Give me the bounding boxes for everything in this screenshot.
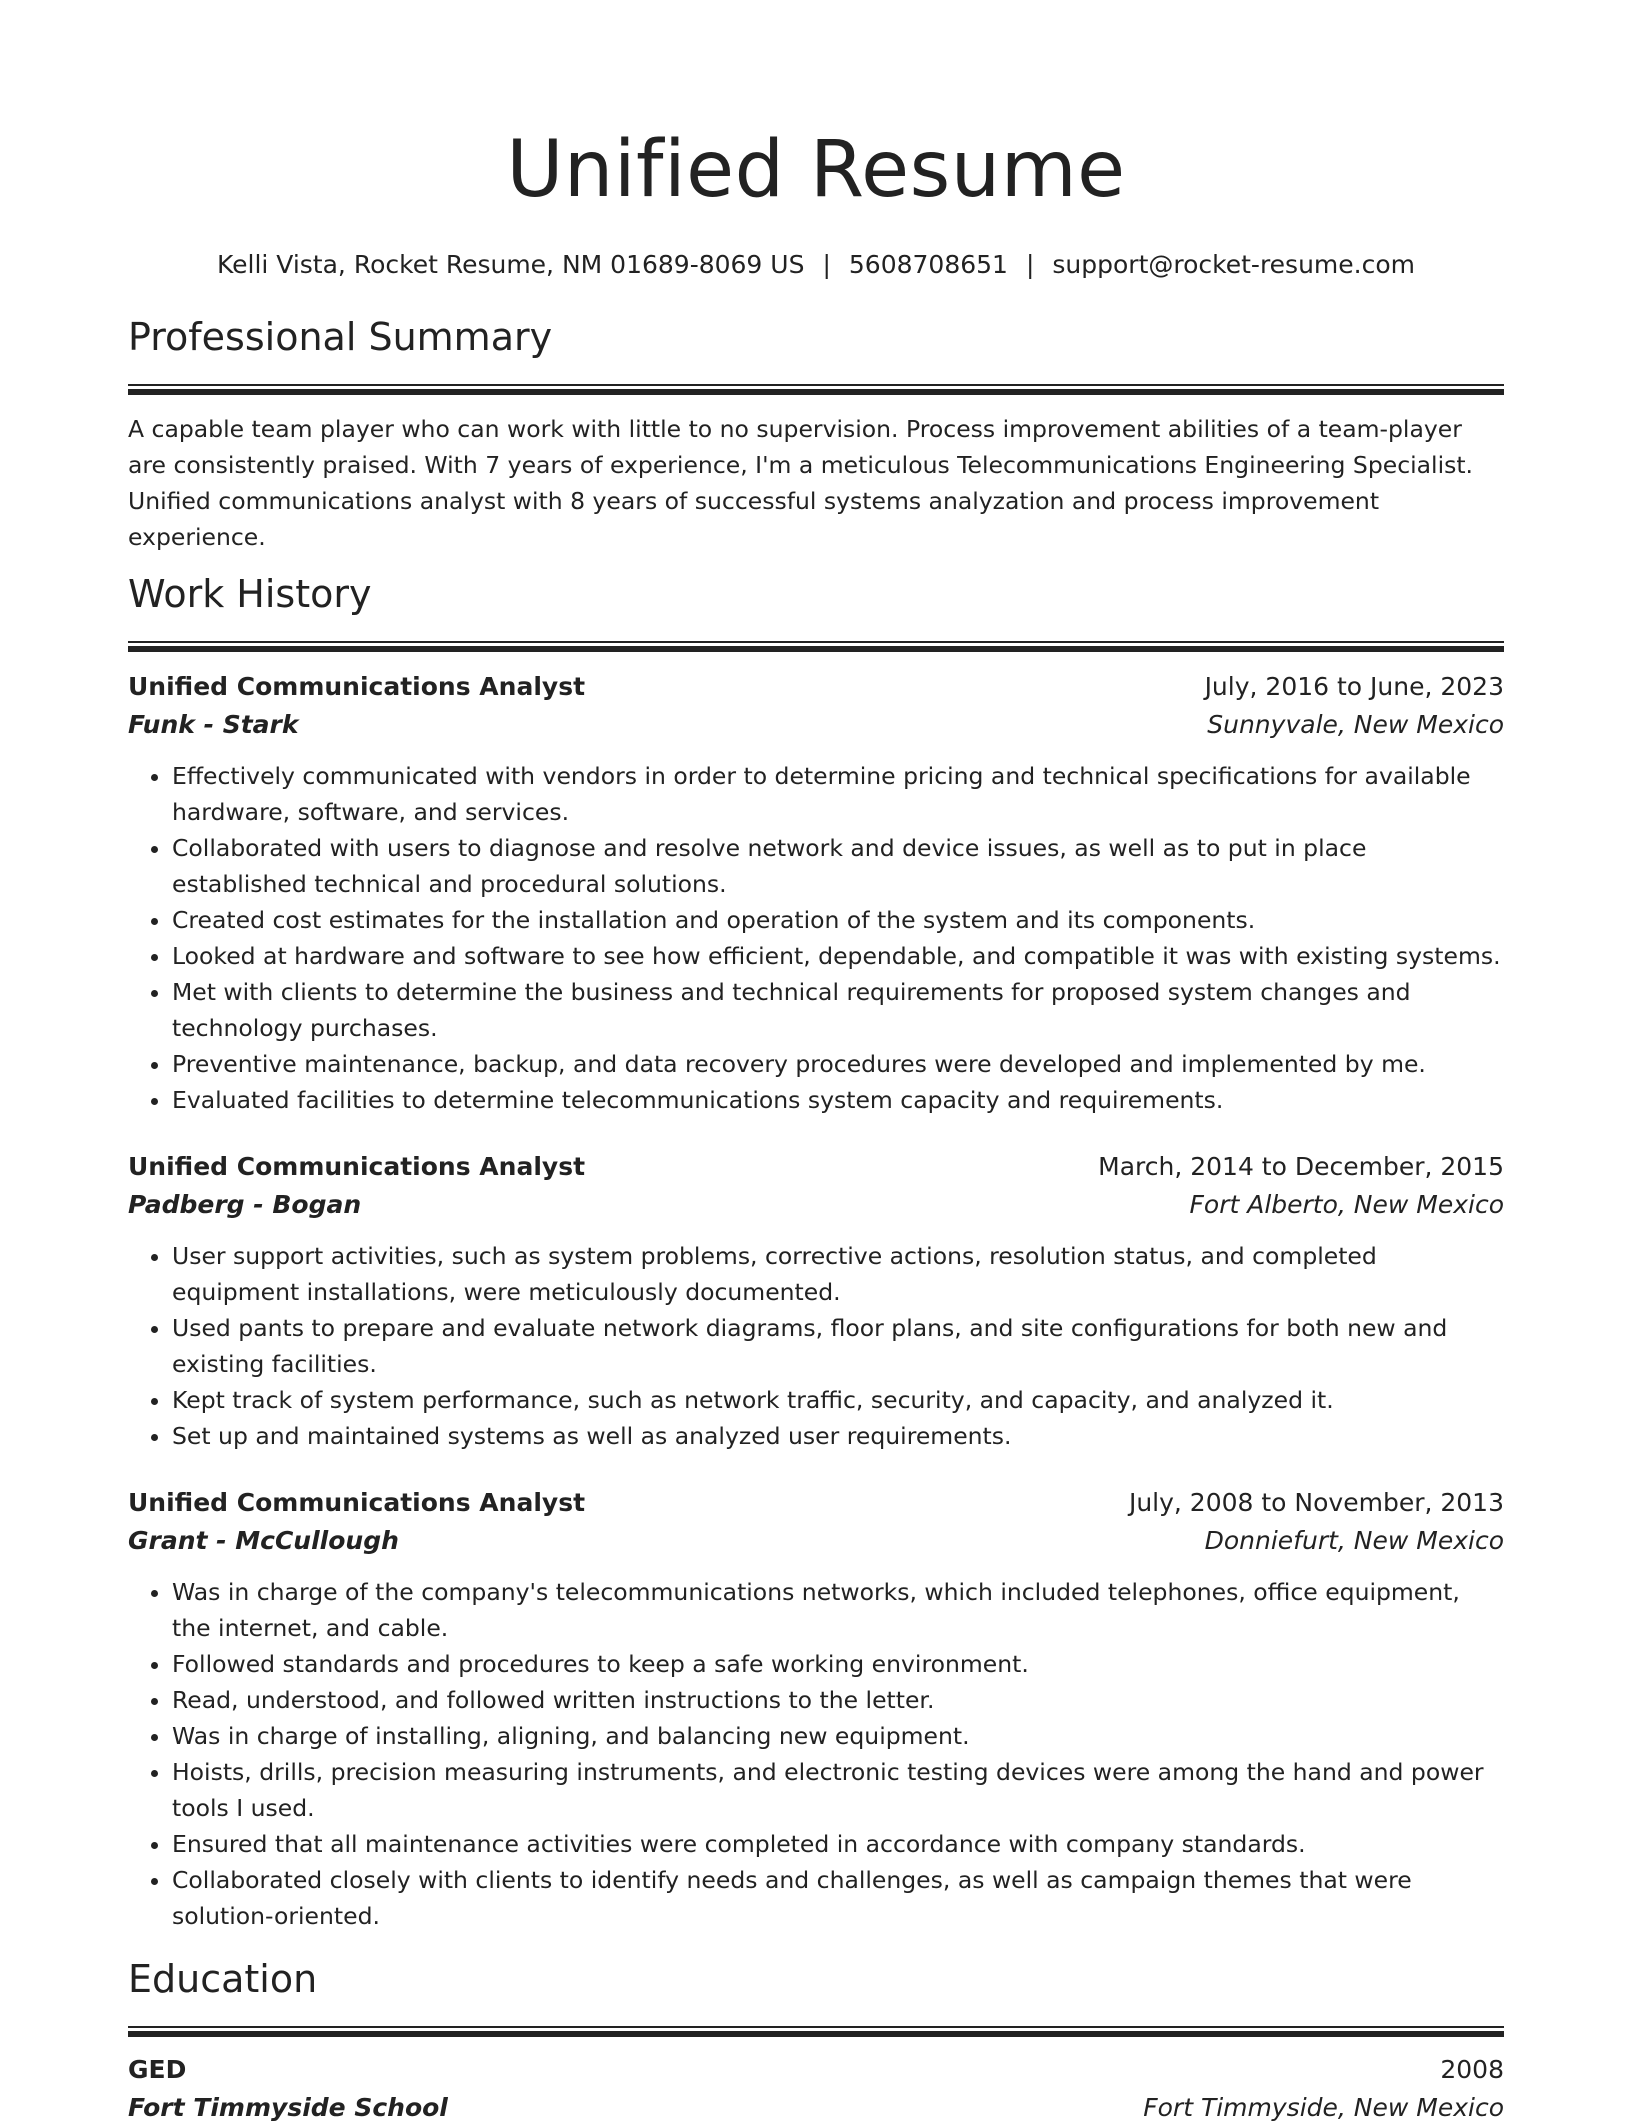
job-duty: • Followed standards and procedures to keep a safe working environment. [172,1646,1504,1682]
job-company-row [128,1186,1504,1224]
job-duties-list [128,1574,1504,1934]
section-divider [128,2026,1504,2037]
education-school-row [128,2089,1504,2127]
job-duty: • Effectively communicated with vendors in order to determine pricing and technical specifications for available hardware, software, and services. [172,758,1504,830]
job-duty: • Was in charge of the company's telecommunications networks, which included telephones, office equipment, the internet, and cable. [172,1574,1504,1646]
job-title: Unified Communications Analyst [128,672,586,701]
job-duty: • Used pants to prepare and evaluate network diagrams, floor plans, and site configurations for both new and existing facilities. [172,1310,1504,1382]
contact-separator: | [822,250,831,279]
job-company: Padberg - Bogan [128,1190,362,1219]
job-entry [128,1148,1504,1454]
job-duty: • Evaluated facilities to determine telecommunications system capacity and requirements. [172,1082,1504,1118]
job-title: Unified Communications Analyst [128,1152,586,1181]
job-duty: • Ensured that all maintenance activities were completed in accordance with company standards. [172,1826,1504,1862]
job-dates: March, 2014 to December, 2015 [1098,1152,1504,1181]
contact-email: support@rocket-resume.com [1052,250,1416,279]
job-company: Funk - Stark [128,710,299,739]
job-entry [128,668,1504,1118]
summary-heading: Professional Summary [128,315,553,359]
job-duty: • Set up and maintained systems as well as analyzed user requirements. [172,1418,1504,1454]
contact-separator: | [1025,250,1035,279]
job-duty: • User support activities, such as system problems, corrective actions, resolution status, and completed equipment installations, were meticulously documented. [172,1238,1504,1310]
job-header-row [128,1148,1504,1186]
job-duties-list [128,758,1504,1118]
job-duty: • Preventive maintenance, backup, and data recovery procedures were developed and implemented by me. [172,1046,1504,1082]
job-duty: • Met with clients to determine the business and technical requirements for proposed system changes and technology purchases. [172,974,1504,1046]
education-heading: Education [128,1957,318,2001]
job-dates: July, 2008 to November, 2013 [1128,1488,1504,1517]
job-title: Unified Communications Analyst [128,1488,586,1517]
education-school: Fort Timmyside School [128,2093,448,2122]
job-duties-list [128,1238,1504,1454]
job-location: Donniefurt, New Mexico [1204,1526,1504,1555]
education-year: 2008 [1440,2055,1504,2084]
job-entry [128,1484,1504,1934]
section-divider [128,641,1504,652]
job-dates: July, 2016 to June, 2023 [1204,672,1504,701]
resume-name: Unified Resume [506,125,1126,215]
section-divider [128,384,1504,395]
work-history-heading: Work History [128,572,372,616]
job-company-row [128,1522,1504,1560]
job-company: Grant - McCullough [128,1526,399,1555]
job-company-row [128,706,1504,744]
education-location: Fort Timmyside, New Mexico [1143,2093,1504,2122]
job-duty: • Collaborated with users to diagnose and resolve network and device issues, as well as to put in place established technical and procedural solutions. [172,830,1504,902]
job-duty: • Hoists, drills, precision measuring instruments, and electronic testing devices were among the hand and power tools I used. [172,1754,1504,1826]
job-location: Fort Alberto, New Mexico [1189,1190,1504,1219]
job-duty: • Created cost estimates for the installation and operation of the system and its components. [172,902,1504,938]
job-duty: • Kept track of system performance, such as network traffic, security, and capacity, and analyzed it. [172,1382,1504,1418]
education-degree: GED [128,2055,187,2084]
work-history-section [128,569,1504,1934]
summary-text: A capable team player who can work with little to no supervision. Process improvement abilities of a team-player are consistently praised. With 7 years of experience, I'm a meticulous Telecommunications Engineering Specialist. Unified communications analyst with 8 years of successful systems analyzation and process improvement experience. [128,415,1474,551]
education-section [128,1954,1504,2127]
job-duty: • Collaborated closely with clients to identify needs and challenges, as well as campaign themes that were solution-oriented. [172,1862,1504,1934]
education-degree-row [128,2051,1504,2089]
job-header-row [128,1484,1504,1522]
job-header-row [128,668,1504,706]
contact-phone: 5608708651 [848,250,1008,279]
job-location: Sunnyvale, New Mexico [1207,710,1504,739]
contact-line [128,248,1504,282]
job-duty: • Looked at hardware and software to see how efficient, dependable, and compatible it was with existing systems. [172,938,1504,974]
summary-section [128,312,1504,555]
education-entry [128,2051,1504,2127]
job-duty: • Read, understood, and followed written instructions to the letter. [172,1682,1504,1718]
contact-address: Kelli Vista, Rocket Resume, NM 01689-8069 US [216,250,805,279]
job-duty: • Was in charge of installing, aligning, and balancing new equipment. [172,1718,1504,1754]
